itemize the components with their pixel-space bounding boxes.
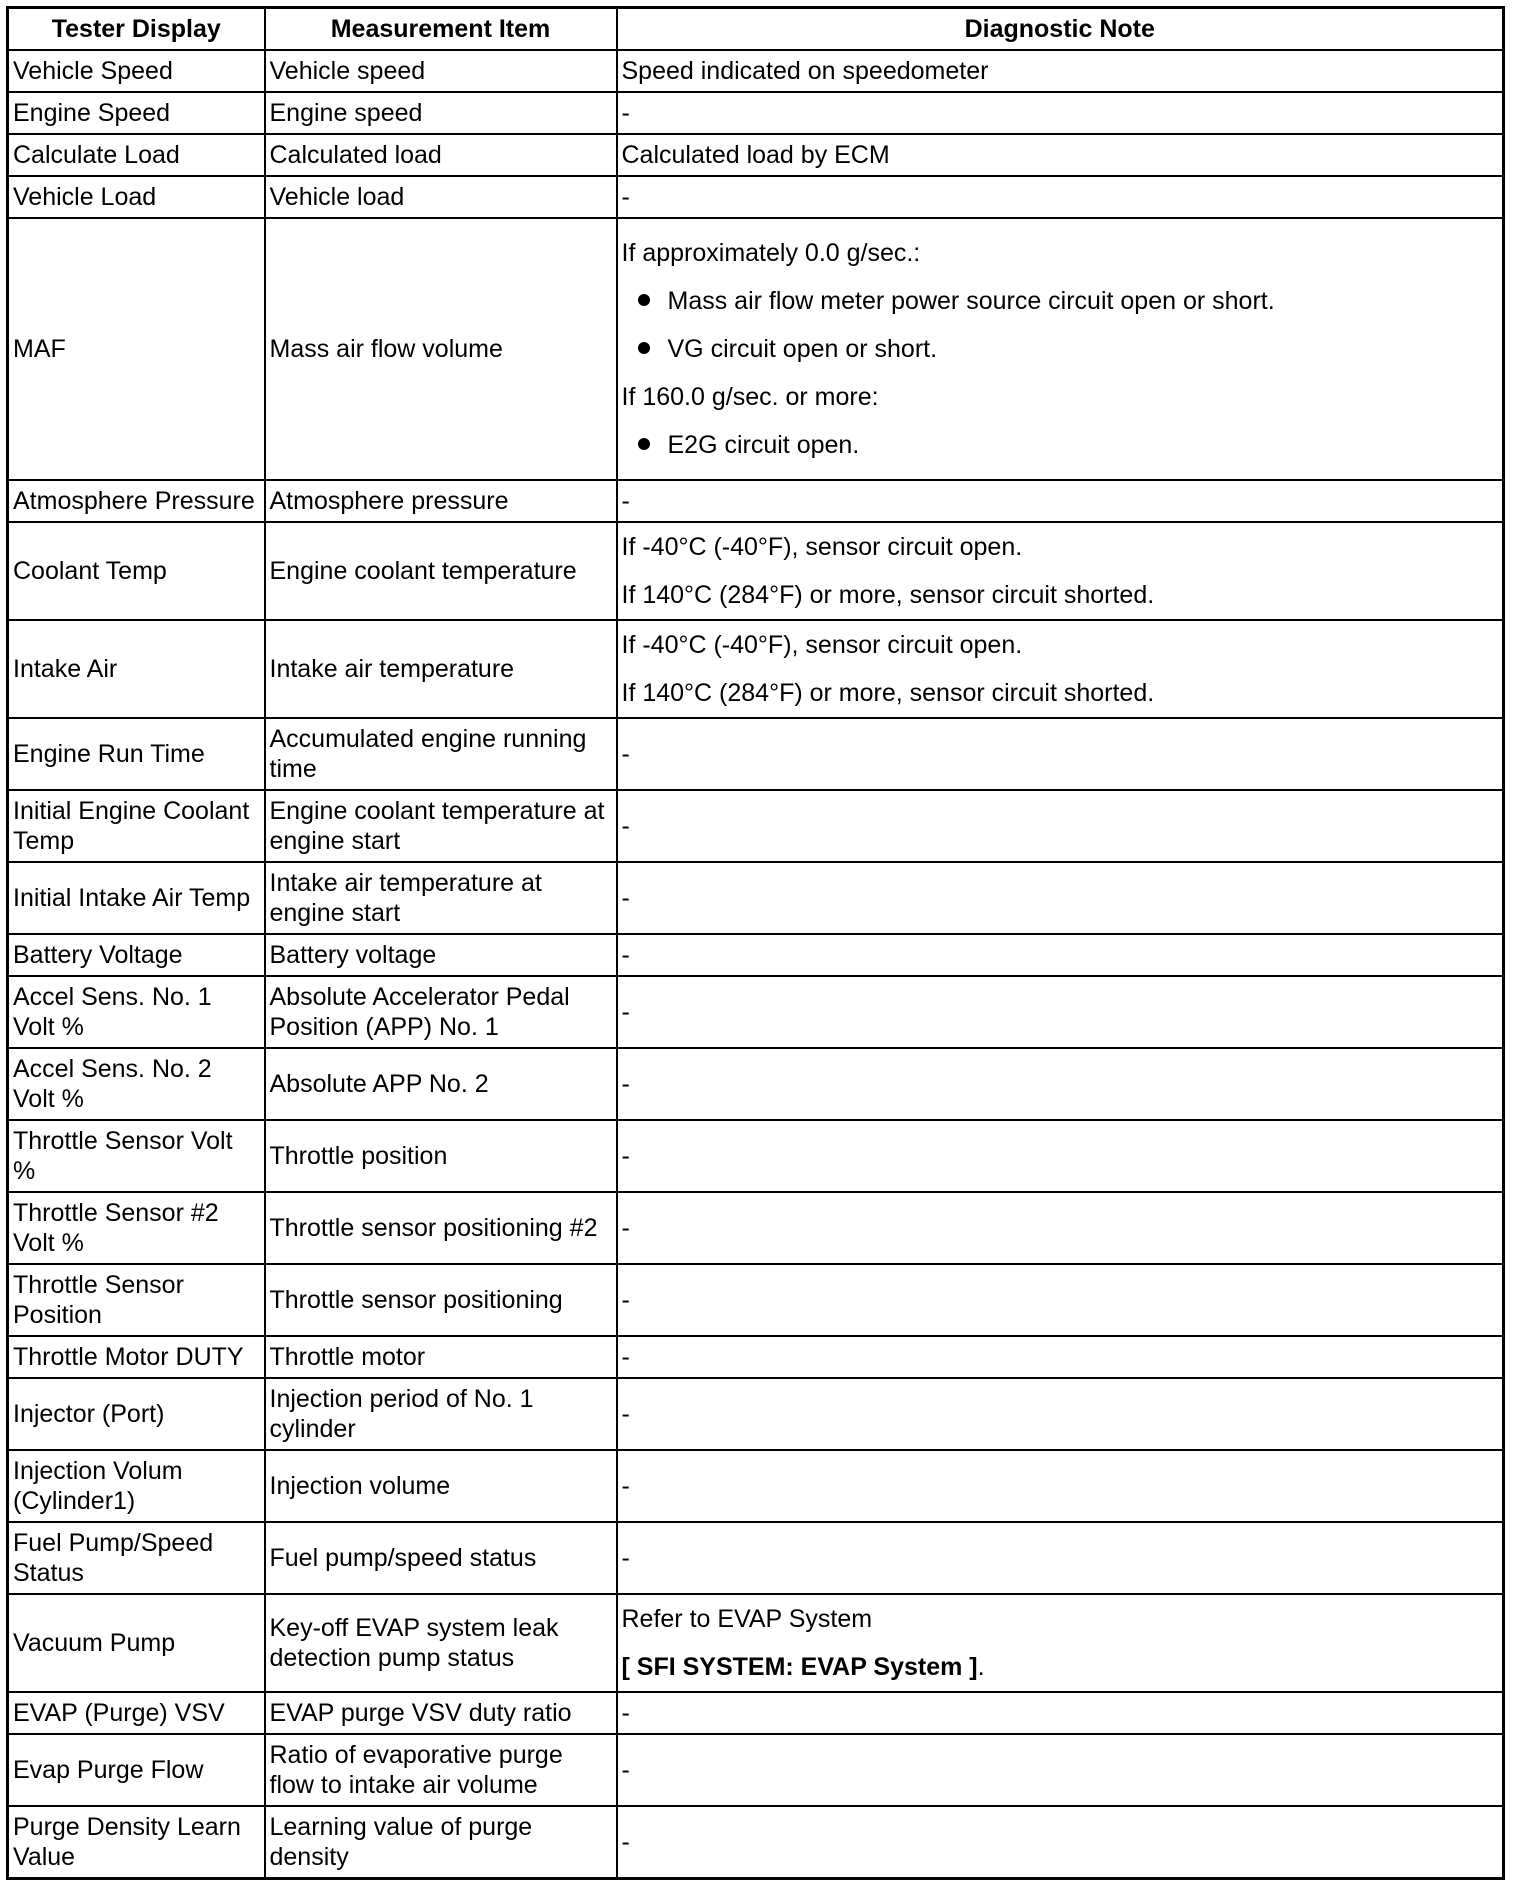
note-line: Refer to EVAP System <box>621 1605 873 1633</box>
measurement-item-cell: Absolute Accelerator Pedal Position (APP) No. 1 <box>265 976 617 1048</box>
measurement-item-cell: Battery voltage <box>265 934 617 976</box>
diagnostic-note-cell: - <box>617 1806 1504 1878</box>
table-row <box>8 1522 1504 1594</box>
diagnostic-note-cell: - <box>617 92 1504 134</box>
tester-display-cell: Accel Sens. No. 2 Volt % <box>8 1048 265 1120</box>
measurement-item-cell: Engine speed <box>265 92 617 134</box>
table-row <box>8 934 1504 976</box>
measurement-item-cell: Injection volume <box>265 1450 617 1522</box>
diagnostic-note-cell: - <box>617 718 1504 790</box>
tester-display-cell: Vehicle Speed <box>8 50 265 92</box>
note-line: If 140°C (284°F) or more, sensor circuit shorted. <box>621 581 1155 609</box>
table-row <box>8 1048 1504 1120</box>
header-row <box>8 8 1504 51</box>
table-row <box>8 1192 1504 1264</box>
tester-display-cell: Coolant Temp <box>8 522 265 620</box>
bullet-icon <box>638 438 650 450</box>
table-row <box>8 1450 1504 1522</box>
bullet-icon <box>638 294 650 306</box>
measurement-item-cell: Calculated load <box>265 134 617 176</box>
table-row <box>8 92 1504 134</box>
measurement-item-cell: Vehicle load <box>265 176 617 218</box>
note-line: If 160.0 g/sec. or more: <box>621 383 879 411</box>
diagnostic-note-cell: - <box>617 1192 1504 1264</box>
note-bullet <box>622 325 1499 373</box>
table-row <box>8 176 1504 218</box>
tester-display-cell: Throttle Sensor #2 Volt % <box>8 1192 265 1264</box>
note-bullet <box>622 421 1499 469</box>
diagnostic-note-cell: - <box>617 934 1504 976</box>
measurement-item-cell: Learning value of purge density <box>265 1806 617 1878</box>
measurement-item-cell: Injection period of No. 1 cylinder <box>265 1378 617 1450</box>
table-row <box>8 1264 1504 1336</box>
diagnostic-note-cell: - <box>617 1450 1504 1522</box>
note-bullet <box>622 277 1499 325</box>
header-diagnostic-note: Diagnostic Note <box>617 8 1504 51</box>
tester-display-cell: Vacuum Pump <box>8 1594 265 1692</box>
diagnostic-note-cell: - <box>617 1734 1504 1806</box>
tester-display-cell: Evap Purge Flow <box>8 1734 265 1806</box>
diagnostic-note-cell <box>617 522 1504 620</box>
diagnostic-note-cell <box>617 620 1504 718</box>
table-row <box>8 480 1504 522</box>
diagnostic-note-cell: - <box>617 1692 1504 1734</box>
tester-display-cell: Vehicle Load <box>8 176 265 218</box>
tester-display-cell: Intake Air <box>8 620 265 718</box>
table-row <box>8 50 1504 92</box>
bullet-text: Mass air flow meter power source circuit open or short. <box>667 287 1275 315</box>
diagnostic-note-cell <box>617 1594 1504 1692</box>
bullet-icon <box>638 342 650 354</box>
bullet-text: E2G circuit open. <box>667 431 860 459</box>
diagnostic-note-cell: - <box>617 1522 1504 1594</box>
measurement-item-cell: EVAP purge VSV duty ratio <box>265 1692 617 1734</box>
measurement-item-cell: Intake air temperature at engine start <box>265 862 617 934</box>
tester-display-cell: MAF <box>8 218 265 480</box>
measurement-item-cell: Absolute APP No. 2 <box>265 1048 617 1120</box>
diagnostic-note-cell: - <box>617 862 1504 934</box>
tester-display-cell: Injector (Port) <box>8 1378 265 1450</box>
diagnostic-note-cell: - <box>617 1336 1504 1378</box>
table-row <box>8 218 1504 480</box>
table-row <box>8 1806 1504 1878</box>
tester-display-cell: Calculate Load <box>8 134 265 176</box>
tester-display-cell: Throttle Sensor Volt % <box>8 1120 265 1192</box>
diagnostic-note-cell: Calculated load by ECM <box>617 134 1504 176</box>
diagnostic-note-cell: - <box>617 790 1504 862</box>
diagnostic-note-cell: - <box>617 976 1504 1048</box>
table-row <box>8 1692 1504 1734</box>
header-measurement-item: Measurement Item <box>265 8 617 51</box>
table-row <box>8 1120 1504 1192</box>
header-tester-display: Tester Display <box>8 8 265 51</box>
diagnostic-note-cell: Speed indicated on speedometer <box>617 50 1504 92</box>
measurement-item-cell: Throttle motor <box>265 1336 617 1378</box>
tester-display-cell: Battery Voltage <box>8 934 265 976</box>
measurement-item-cell: Throttle sensor positioning <box>265 1264 617 1336</box>
diagnostic-note-cell: - <box>617 480 1504 522</box>
note-line: If -40°C (-40°F), sensor circuit open. <box>621 533 1023 561</box>
measurement-item-cell: Vehicle speed <box>265 50 617 92</box>
table-row <box>8 1734 1504 1806</box>
tester-display-cell: Initial Engine Coolant Temp <box>8 790 265 862</box>
table-row <box>8 790 1504 862</box>
diagnostic-note-cell <box>617 218 1504 480</box>
table-row <box>8 976 1504 1048</box>
tester-display-cell: Initial Intake Air Temp <box>8 862 265 934</box>
table-row <box>8 1594 1504 1692</box>
table-row <box>8 1378 1504 1450</box>
measurement-item-cell: Mass air flow volume <box>265 218 617 480</box>
note-line: If -40°C (-40°F), sensor circuit open. <box>621 631 1023 659</box>
measurement-item-cell: Accumulated engine running time <box>265 718 617 790</box>
bullet-text: VG circuit open or short. <box>667 335 938 363</box>
table-row <box>8 522 1504 620</box>
diagnostic-note-cell: - <box>617 1120 1504 1192</box>
tester-display-cell: Fuel Pump/Speed Status <box>8 1522 265 1594</box>
tester-display-cell: Engine Run Time <box>8 718 265 790</box>
table-row <box>8 620 1504 718</box>
diagnostic-note-cell: - <box>617 1378 1504 1450</box>
note-line: If 140°C (284°F) or more, sensor circuit shorted. <box>621 679 1155 707</box>
measurement-item-cell: Engine coolant temperature at engine start <box>265 790 617 862</box>
table-row <box>8 1336 1504 1378</box>
diagnostic-note-cell: - <box>617 1048 1504 1120</box>
tester-display-cell: Atmosphere Pressure <box>8 480 265 522</box>
measurement-item-cell: Key-off EVAP system leak detection pump status <box>265 1594 617 1692</box>
evap-system-link[interactable]: [ SFI SYSTEM: EVAP System ] <box>621 1653 978 1681</box>
table-row <box>8 134 1504 176</box>
tester-display-cell: Engine Speed <box>8 92 265 134</box>
tester-display-cell: Injection Volum (Cylinder1) <box>8 1450 265 1522</box>
note-line: If approximately 0.0 g/sec.: <box>621 239 921 267</box>
diagnostic-table <box>6 6 1505 1880</box>
tester-display-cell: Throttle Sensor Position <box>8 1264 265 1336</box>
measurement-item-cell: Engine coolant temperature <box>265 522 617 620</box>
measurement-item-cell: Ratio of evaporative purge flow to intake air volume <box>265 1734 617 1806</box>
measurement-item-cell: Throttle sensor positioning #2 <box>265 1192 617 1264</box>
note-line <box>622 1643 1499 1691</box>
measurement-item-cell: Fuel pump/speed status <box>265 1522 617 1594</box>
measurement-item-cell: Atmosphere pressure <box>265 480 617 522</box>
tester-display-cell: Purge Density Learn Value <box>8 1806 265 1878</box>
table-row <box>8 718 1504 790</box>
diagnostic-note-cell: - <box>617 1264 1504 1336</box>
link-suffix: . <box>977 1653 985 1681</box>
measurement-item-cell: Intake air temperature <box>265 620 617 718</box>
diagnostic-note-cell: - <box>617 176 1504 218</box>
tester-display-cell: Accel Sens. No. 1 Volt % <box>8 976 265 1048</box>
tester-display-cell: EVAP (Purge) VSV <box>8 1692 265 1734</box>
measurement-item-cell: Throttle position <box>265 1120 617 1192</box>
table-row <box>8 862 1504 934</box>
tester-display-cell: Throttle Motor DUTY <box>8 1336 265 1378</box>
